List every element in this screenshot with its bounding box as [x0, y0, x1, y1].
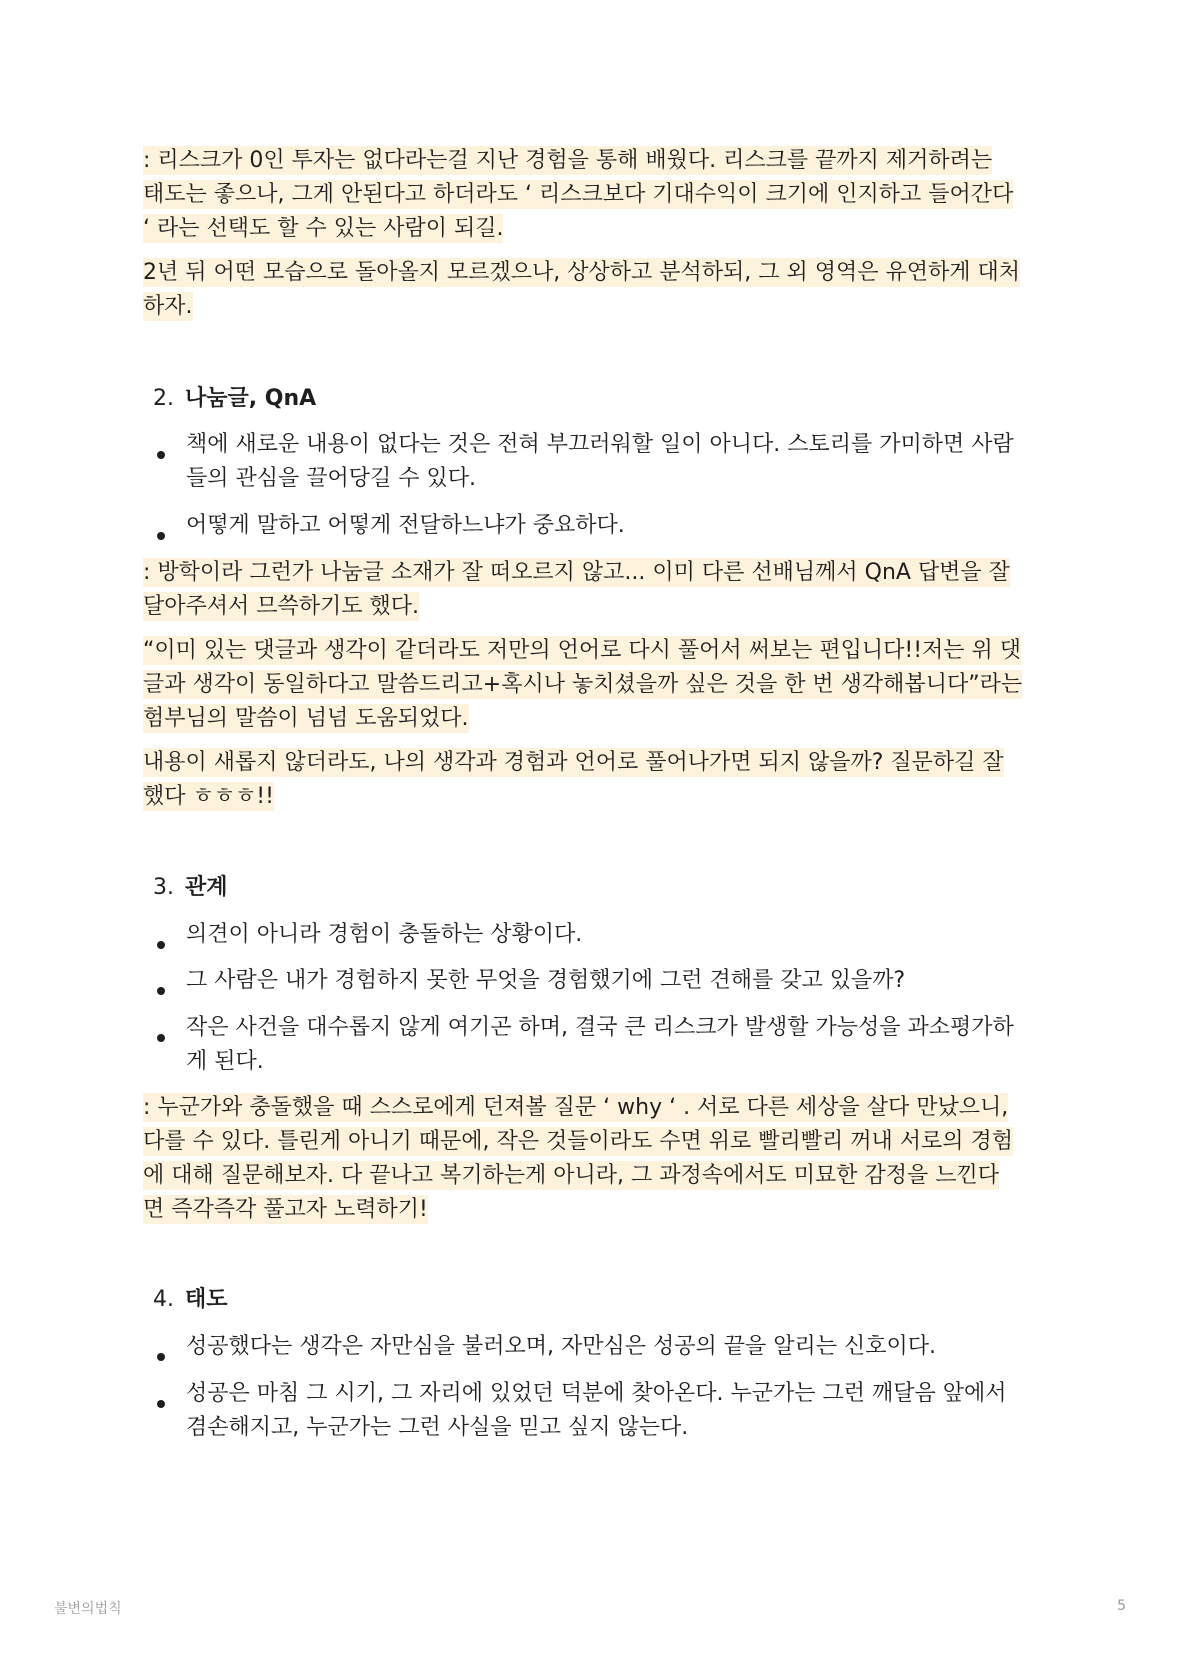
- paragraph-line: 험부님의 말씀이 넘넘 도움되었다.: [143, 706, 469, 731]
- bullet-dot: [157, 1353, 165, 1361]
- paragraph-line: : 누군가와 충돌했을 때 스스로에게 던져볼 질문 ‘ why ‘ . 서로 다른 세상을 살다 만났으니,: [143, 1095, 1009, 1120]
- paragraph-line: 하자.: [143, 294, 193, 319]
- bullet-dot: [157, 451, 165, 459]
- bullet-dot: [157, 1400, 165, 1408]
- section-heading: 3. 관계: [153, 875, 228, 900]
- list-item: 의견이 아니라 경험이 충돌하는 상황이다.: [186, 922, 583, 947]
- bullet-dot: [157, 1034, 165, 1042]
- bullet-dot: [157, 987, 165, 995]
- paragraph-line: 글과 생각이 동일하다고 말씀드리고+혹시나 놓치셨을까 싶은 것을 한 번 생각해봅니다”라는: [143, 672, 1023, 697]
- paragraph-line: ‘ 라는 선택도 할 수 있는 사람이 되길.: [143, 216, 504, 241]
- bullet-dot: [157, 532, 165, 540]
- list-item: 성공은 마침 그 시기, 그 자리에 있었던 덕분에 찾아온다. 누군가는 그런 깨달음 앞에서: [186, 1381, 1007, 1406]
- paragraph-line: 했다 ㅎㅎㅎ!!: [143, 784, 274, 809]
- paragraph-line: 에 대해 질문해보자. 다 끝나고 복기하는게 아니라, 그 과정속에서도 미묘한 감정을 느낀다: [143, 1163, 999, 1188]
- list-item: 게 된다.: [186, 1049, 264, 1074]
- section-heading: 2. 나눔글, QnA: [153, 386, 317, 411]
- paragraph-line: 면 즉각즉각 풀고자 노력하기!: [143, 1197, 428, 1222]
- paragraph-line: 내용이 새롭지 않더라도, 나의 생각과 경험과 언어로 풀어나가면 되지 않을까? 질문하길 잘: [143, 750, 1004, 775]
- paragraph-line: “이미 있는 댓글과 생각이 같더라도 저만의 언어로 다시 풀어서 써보는 편입니다!!저는 위 댓: [143, 638, 1022, 663]
- list-item: 성공했다는 생각은 자만심을 불러오며, 자만심은 성공의 끝을 알리는 신호이다.: [186, 1334, 936, 1359]
- bullet-dot: [157, 941, 165, 949]
- list-item: 작은 사건을 대수롭지 않게 여기곤 하며, 결국 큰 리스크가 발생할 가능성을 과소평가하: [186, 1015, 1014, 1040]
- paragraph-line: : 방학이라 그런가 나눔글 소재가 잘 떠오르지 않고... 이미 다른 선배님께서 QnA 답변을 잘: [143, 560, 1010, 585]
- list-item: 들의 관심을 끌어당길 수 있다.: [186, 466, 476, 491]
- list-item: 책에 새로운 내용이 없다는 것은 전혀 부끄러워할 일이 아니다. 스토리를 가미하면 사람: [186, 432, 1014, 457]
- page-number: 5: [1117, 1598, 1126, 1614]
- footer-title: 불변의법칙: [54, 1601, 122, 1617]
- list-item: 그 사람은 내가 경험하지 못한 무엇을 경험했기에 그런 견해를 갖고 있을까?: [186, 968, 906, 993]
- section-heading: 4. 태도: [153, 1287, 228, 1312]
- list-item: 어떻게 말하고 어떻게 전달하느냐가 중요하다.: [186, 513, 625, 538]
- paragraph-line: 태도는 좋으나, 그게 안된다고 하더라도 ‘ 리스크보다 기대수익이 크기에 인지하고 들어간다: [143, 182, 1014, 207]
- paragraph-line: 다를 수 있다. 틀린게 아니기 때문에, 작은 것들이라도 수면 위로 빨리빨리 꺼내 서로의 경험: [143, 1129, 1013, 1154]
- list-item: 겸손해지고, 누군가는 그런 사실을 믿고 싶지 않는다.: [186, 1415, 689, 1440]
- paragraph-line: 2년 뒤 어떤 모습으로 돌아올지 모르겠으나, 상상하고 분석하되, 그 외 영역은 유연하게 대처: [143, 260, 1020, 285]
- paragraph-line: 달아주셔서 므쓱하기도 했다.: [143, 594, 420, 619]
- paragraph-line: : 리스크가 0인 투자는 없다라는걸 지난 경험을 통해 배웠다. 리스크를 끝까지 제거하려는: [143, 148, 993, 173]
